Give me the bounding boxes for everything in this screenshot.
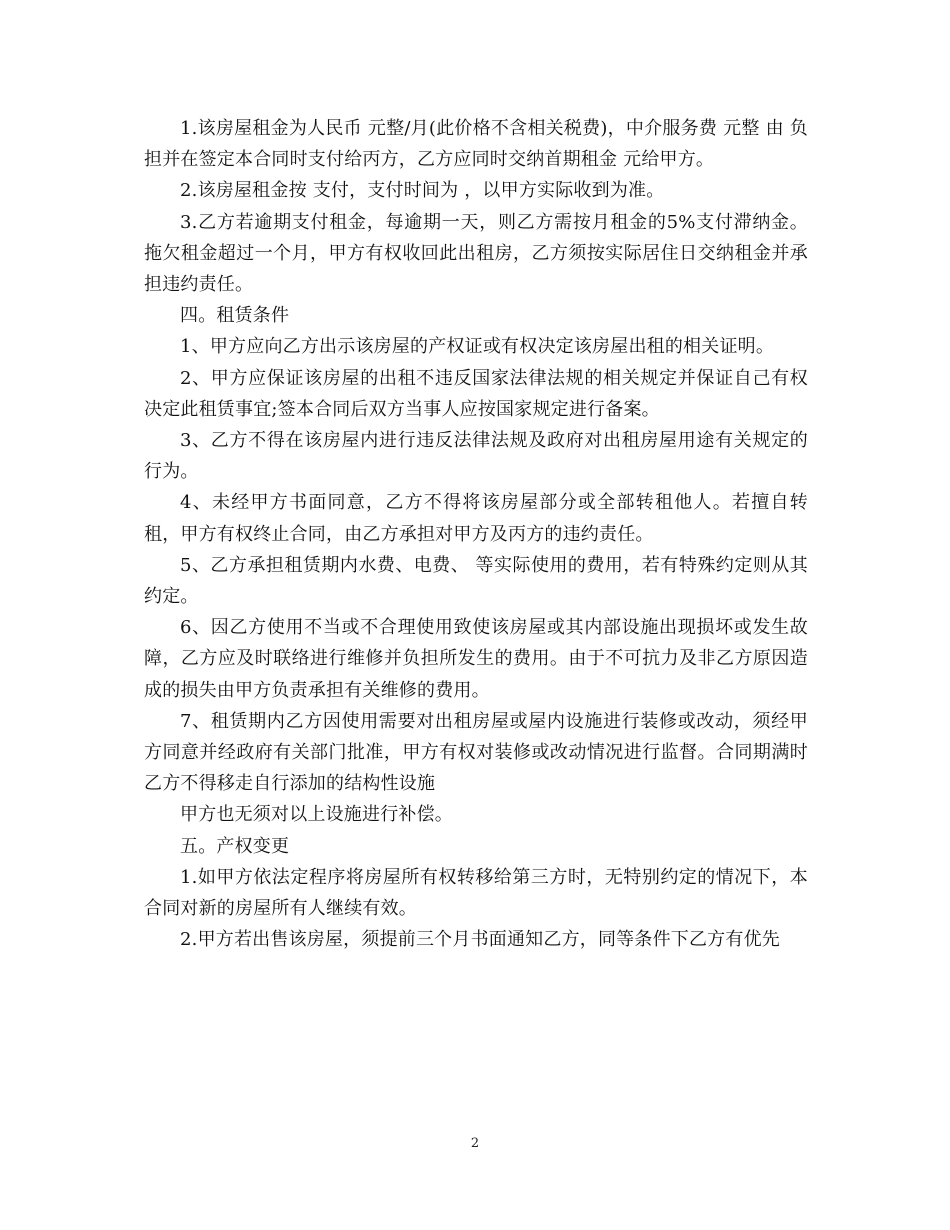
paragraph-compensation-note: 甲方也无须对以上设施进行补偿。 (180, 804, 453, 826)
page-number: 2 (470, 1136, 480, 1151)
paragraph-condition-7: 7、租赁期内乙方因使用需要对出租房屋或屋内设施进行装修或改动，须经甲方同意并经政府有关部门批准，甲方有权对装修或改动情况进行监督。合同期满时乙方不得移走自行添加的结构性设施 (144, 710, 808, 795)
paragraph-ownership-2: 2.甲方若出售该房屋，须提前三个月书面通知乙方，同等条件下乙方有优先 (180, 929, 780, 951)
section-heading-ownership-change: 五。产权变更 (180, 835, 290, 857)
paragraph-condition-3: 3、乙方不得在该房屋内进行违反法律法规及政府对出租房屋用途有关规定的行为。 (144, 430, 808, 483)
paragraph-condition-6: 6、因乙方使用不当或不合理使用致使该房屋或其内部设施出现损坏或发生故障，乙方应及时联络进行维修并负担所发生的费用。由于不可抗力及非乙方原因造成的损失由甲方负责承担有关维修的费用。 (144, 617, 808, 701)
paragraph-late-fee: 3.乙方若逾期支付租金，每逾期一天，则乙方需按月租金的5%支付滞纳金。拖欠租金超过一个月，甲方有权收回此出租房，乙方须按实际居住日交纳租金并承担违约责任。 (144, 211, 808, 296)
paragraph-condition-4: 4、未经甲方书面同意，乙方不得将该房屋部分或全部转租他人。若擅自转租，甲方有权终止合同，由乙方承担对甲方及丙方的违约责任。 (144, 492, 808, 545)
document-body (144, 113, 808, 955)
paragraph-ownership-1: 1.如甲方依法定程序将房屋所有权转移给第三方时，无特别约定的情况下，本合同对新的房屋所有人继续有效。 (144, 866, 808, 920)
paragraph-condition-5: 5、乙方承担租赁期内水费、电费、 等实际使用的费用，若有特殊约定则从其约定。 (144, 554, 808, 608)
paragraph-condition-1: 1、甲方应向乙方出示该房屋的产权证或有权决定该房屋出租的相关证明。 (180, 336, 775, 358)
paragraph-rent-payment: 2.该房屋租金按 支付，支付时间为 ，以甲方实际收到为准。 (180, 180, 665, 202)
section-heading-lease-conditions: 四。租赁条件 (180, 305, 290, 327)
paragraph-condition-2: 2、甲方应保证该房屋的出租不违反国家法律法规的相关规定并保证自己有权决定此租赁事宜;签本合同后双方当事人应按国家规定进行备案。 (144, 367, 808, 420)
paragraph-rent-amount: 1.该房屋租金为人民币 元整/月(此价格不含相关税费)，中介服务费 元整 由 负担并在签定本合同时支付给丙方，乙方应同时交纳首期租金 元给甲方。 (144, 118, 808, 171)
